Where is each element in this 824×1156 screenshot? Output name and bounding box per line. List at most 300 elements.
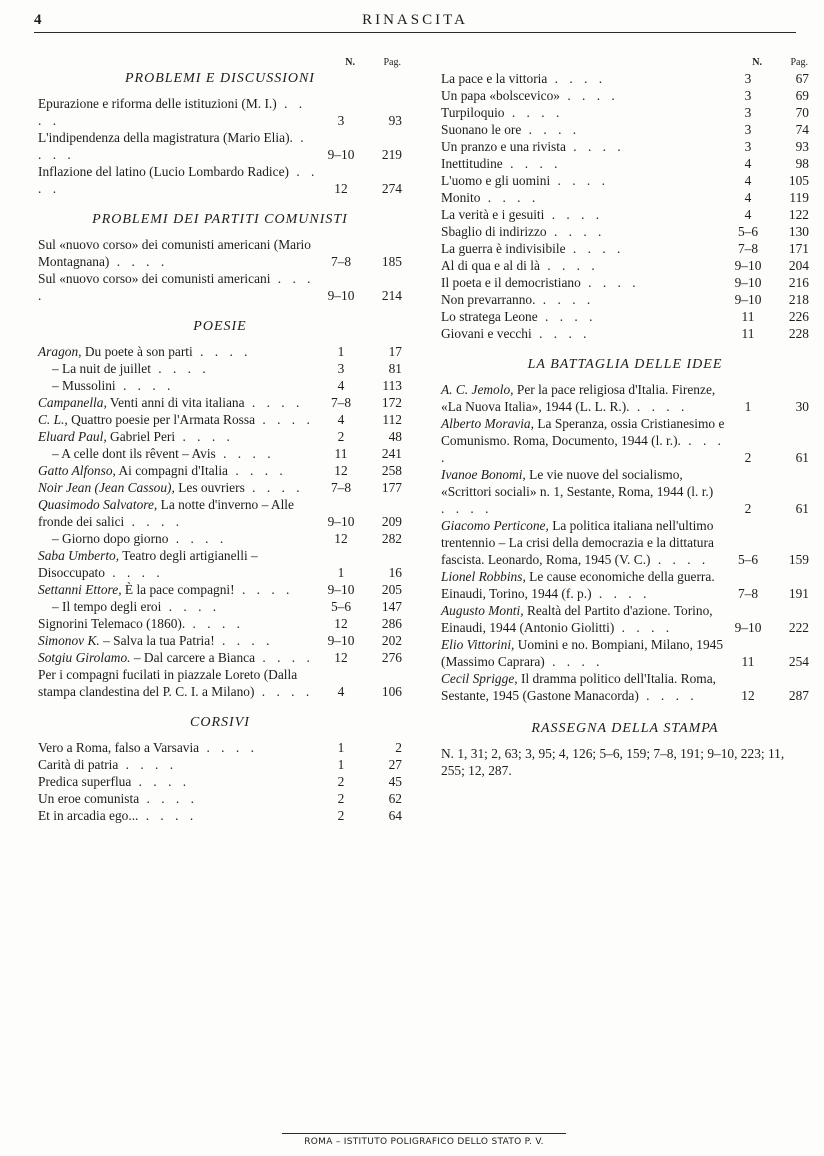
- entry-text: [441, 70, 727, 87]
- page-number-ref: 185: [381, 254, 402, 269]
- issue-number: 3: [744, 139, 752, 154]
- entry-text: [441, 240, 727, 257]
- issue-number: 3: [337, 361, 345, 376]
- page-number-ref: 119: [789, 190, 809, 205]
- toc-entry: [441, 415, 809, 466]
- entry-text: [441, 308, 727, 325]
- entry-text: [441, 381, 727, 415]
- issue-number: 2: [744, 501, 752, 516]
- entry-text: [441, 602, 727, 636]
- toc-entry: [441, 240, 809, 257]
- leader-dots: . . . .: [185, 616, 244, 631]
- toc-entry: [441, 104, 809, 121]
- entry-title: Al di qua e al di là: [441, 258, 540, 273]
- issue-number: 4: [337, 684, 345, 699]
- page-number-ref: 209: [381, 514, 402, 529]
- entry-title: Un papa «bolscevico»: [441, 88, 560, 103]
- issue-number: 12: [334, 650, 348, 665]
- leader-dots: . . . .: [565, 241, 625, 256]
- toc-entry: [441, 121, 809, 138]
- page-number-ref: 177: [381, 480, 402, 495]
- issue-number: 4: [744, 156, 752, 171]
- entry-author: Campanella,: [38, 395, 107, 410]
- entry-author: Quasimodo Salvatore,: [38, 497, 158, 512]
- page-number-ref: 226: [788, 309, 809, 324]
- entry-text: [441, 274, 727, 291]
- toc-entry: [38, 649, 402, 666]
- leader-dots: . . . .: [544, 207, 604, 222]
- toc-entry: [441, 517, 809, 568]
- issue-number: 12: [334, 616, 348, 631]
- page-number-ref: 93: [388, 113, 402, 128]
- issue-number: 2: [337, 429, 345, 444]
- entry-text: [38, 462, 320, 479]
- section-title: PROBLEMI E DISCUSSIONI: [125, 71, 315, 86]
- page-number-ref: 81: [388, 361, 402, 376]
- toc-entry: [441, 381, 809, 415]
- header-rule: [34, 32, 796, 33]
- leader-dots: . . . .: [560, 88, 619, 103]
- entry-title: Teatro degli artigianelli – Disoccupato: [38, 548, 258, 580]
- page-number-ref: 64: [388, 808, 402, 823]
- footer-rule: [282, 1133, 566, 1134]
- entry-title: Quattro poesie per l'Armata Rossa: [71, 412, 256, 427]
- section-title: CORSIVI: [190, 715, 250, 730]
- page-number-ref: 216: [788, 275, 809, 290]
- leader-dots: . . . .: [38, 164, 319, 196]
- leader-dots: . . . .: [650, 552, 710, 567]
- entry-title: Non prevarranno.: [441, 292, 536, 307]
- entry-author: Augusto Monti,: [441, 603, 524, 618]
- page-number-ref: 222: [788, 620, 809, 635]
- entry-text: [52, 598, 320, 615]
- issue-number: 1: [337, 344, 345, 359]
- entry-title: La notte d'inverno – Alle fronde dei salici: [38, 497, 294, 529]
- issue-number: 1: [337, 740, 345, 755]
- toc-entry: [441, 70, 809, 87]
- column-header: [441, 54, 809, 70]
- entry-author: Aragon,: [38, 344, 82, 359]
- entry-title: Monito: [441, 190, 481, 205]
- page-number-ref: 258: [381, 463, 402, 478]
- leader-dots: . . . .: [535, 292, 595, 307]
- entry-title: Sul «nuovo corso» dei comunisti americani (Mario Montagnana): [38, 237, 311, 269]
- entry-text: [38, 270, 320, 304]
- toc-entry: [441, 172, 809, 189]
- entry-text: [441, 189, 727, 206]
- entry-title: – Salva la tua Patria!: [103, 633, 215, 648]
- leader-dots: . . . .: [565, 139, 625, 154]
- toc-entry: [441, 87, 809, 104]
- leader-dots: . . . .: [199, 740, 258, 755]
- page-header-label: Pag.: [383, 57, 401, 68]
- leader-dots: . . . .: [244, 395, 304, 410]
- entry-author: Elio Vittorini,: [441, 637, 515, 652]
- page-header: [34, 12, 796, 32]
- issue-number: 5–6: [737, 552, 759, 567]
- entry-title: Inettitudine: [441, 156, 503, 171]
- page-number-ref: 218: [788, 292, 809, 307]
- toc-entry: [38, 95, 402, 129]
- issue-number: 3: [744, 88, 752, 103]
- leader-dots: . . . .: [38, 271, 315, 303]
- entry-title: La guerra è indivisibile: [441, 241, 566, 256]
- entry-text: [38, 95, 320, 129]
- journal-title: RINASCITA: [362, 12, 468, 28]
- number-header: N.: [345, 57, 355, 68]
- entry-text: [441, 415, 727, 466]
- page-number-ref: 254: [788, 654, 809, 669]
- issue-number: 2: [337, 808, 345, 823]
- toc-entry: [441, 602, 809, 636]
- entry-title: Les ouvriers: [178, 480, 245, 495]
- page-number-ref: 191: [788, 586, 809, 601]
- toc-entry: [441, 636, 809, 670]
- toc-entry: [38, 807, 402, 824]
- entry-title: L'uomo e gli uomini: [441, 173, 551, 188]
- page-number-ref: 276: [381, 650, 402, 665]
- page-number: 4: [34, 12, 42, 28]
- toc-entry: [38, 270, 402, 304]
- entry-text: [38, 756, 320, 773]
- entry-title: Gabriel Peri: [110, 429, 176, 444]
- issue-number: 5–6: [330, 599, 352, 614]
- toc-entry: [38, 479, 402, 496]
- entry-author: Lionel Robbins,: [441, 569, 526, 584]
- section-title: PROBLEMI DEI PARTITI COMUNISTI: [92, 212, 348, 227]
- issue-number: 3: [744, 105, 752, 120]
- leader-dots: . . . .: [504, 105, 564, 120]
- toc-entry: [38, 462, 402, 479]
- toc-entry: [38, 773, 402, 790]
- entry-text: [38, 615, 320, 632]
- entry-text: [52, 445, 320, 462]
- page-number-ref: 282: [381, 531, 402, 546]
- page-number-ref: 48: [388, 429, 402, 444]
- entry-title: Le cause economiche della guerra. Einaudi, Torino, 1944 (f. p.): [441, 569, 715, 601]
- page-number-ref: 205: [381, 582, 402, 597]
- leader-dots: . . . .: [244, 480, 304, 495]
- entry-author: Giacomo Perticone,: [441, 518, 549, 533]
- entry-title: Turpiloquio: [441, 105, 505, 120]
- leader-dots: . . . .: [614, 620, 674, 635]
- leader-dots: . . . .: [537, 309, 597, 324]
- issue-number: 9–10: [734, 292, 762, 307]
- entry-text: [441, 121, 727, 138]
- leader-dots: . . . .: [109, 254, 169, 269]
- entry-text: [38, 163, 320, 197]
- entry-text: [52, 360, 320, 377]
- leader-dots: . . . .: [441, 501, 493, 516]
- entry-text: [441, 568, 727, 602]
- issue-number: 7–8: [737, 241, 759, 256]
- entry-title: Per i compagni fucilati in piazzale Loreto (Dalla stampa clandestina del P. C. I. a Milano): [38, 667, 298, 699]
- toc-entry: [38, 547, 402, 581]
- toc-entry: [441, 189, 809, 206]
- page-number-ref: 228: [788, 326, 809, 341]
- page-number-ref: 67: [795, 71, 809, 86]
- leader-dots: . . . .: [118, 757, 178, 772]
- toc-entry: [38, 394, 402, 411]
- entry-text: [441, 87, 727, 104]
- issue-number: 4: [337, 378, 345, 393]
- page-number-ref: 286: [381, 616, 402, 631]
- entry-title: Vero a Roma, falso a Varsavia: [38, 740, 200, 755]
- entry-author: Noir Jean (Jean Cassou),: [38, 480, 175, 495]
- leader-dots: . . . .: [521, 122, 581, 137]
- entry-text: [38, 394, 320, 411]
- page-number-ref: 274: [381, 181, 402, 196]
- page-number-ref: 69: [795, 88, 809, 103]
- left-column: [38, 54, 402, 824]
- entry-title: Signorini Telemaco (1860).: [38, 616, 186, 631]
- entry-text: [441, 138, 727, 155]
- entry-text: [441, 206, 727, 223]
- section-title: LA BATTAGLIA DELLE IDEE: [527, 357, 723, 372]
- issue-number: 9–10: [327, 288, 355, 303]
- section-title: RASSEGNA DELLA STAMPA: [531, 721, 719, 736]
- toc-entry: [38, 615, 402, 632]
- leader-dots: . . . .: [131, 774, 191, 789]
- issue-number: 2: [744, 450, 752, 465]
- entry-text: [38, 773, 320, 790]
- issue-number: 12: [334, 181, 348, 196]
- issue-number: 1: [337, 565, 345, 580]
- leader-dots: . . . .: [138, 808, 198, 823]
- section-title: POESIE: [193, 319, 247, 334]
- leader-dots: . . . .: [547, 71, 607, 86]
- entry-author: Ivanoe Bonomi,: [441, 467, 526, 482]
- leader-dots: . . . .: [139, 791, 198, 806]
- entry-title: – Dal carcere a Bianca: [133, 650, 256, 665]
- toc-entry: [38, 581, 402, 598]
- page-number-ref: 171: [788, 241, 809, 256]
- entry-title: La verità e i gesuiti: [441, 207, 545, 222]
- entry-text: [441, 636, 727, 670]
- entry-title: Suonano le ore: [441, 122, 522, 137]
- entry-title: Le vie nuove del socialismo, «Scrittori sociali» n. 1, Sestante, Roma, 1944 (l. r.): [441, 467, 714, 499]
- leader-dots: . . . .: [124, 514, 184, 529]
- leader-dots: . . . .: [550, 173, 609, 188]
- toc-entry: [441, 308, 809, 325]
- entry-title: Inflazione del latino (Lucio Lombardo Radice): [38, 164, 289, 179]
- issue-number: 2: [337, 774, 345, 789]
- toc-entry: [38, 666, 402, 700]
- page-number-ref: 105: [788, 173, 809, 188]
- entry-text: [38, 343, 320, 360]
- page-number-ref: 61: [795, 501, 809, 516]
- leader-dots: . . . .: [629, 399, 689, 414]
- leader-dots: . . . .: [214, 633, 274, 648]
- issue-number: 12: [741, 688, 755, 703]
- leader-dots: . . . .: [546, 224, 606, 239]
- page-number-ref: 287: [788, 688, 809, 703]
- entry-title: Giovani e vecchi: [441, 326, 532, 341]
- issue-number: 4: [337, 412, 345, 427]
- issue-number: 4: [744, 207, 752, 222]
- entry-text: [38, 739, 320, 756]
- toc-section: [38, 318, 402, 700]
- entry-title: Venti anni di vita italiana: [109, 395, 245, 410]
- toc-entry: [441, 568, 809, 602]
- entry-title: Carità di patria: [38, 757, 119, 772]
- toc-entry: [441, 138, 809, 155]
- entry-text: [441, 172, 727, 189]
- entry-title: Per la pace religiosa d'Italia. Firenze, «La Nuova Italia», 1944 (L. L. R.).: [441, 382, 716, 414]
- leader-dots: . . . .: [228, 463, 287, 478]
- entry-title: – A celle dont ils rêvent – Avis: [52, 446, 216, 461]
- leader-dots: . . . .: [192, 344, 252, 359]
- page-number-ref: 106: [381, 684, 402, 699]
- toc-entry: [38, 756, 402, 773]
- toc-entry: [38, 790, 402, 807]
- issue-number: 11: [741, 309, 755, 324]
- entry-text: [38, 547, 320, 581]
- issue-number: 9–10: [327, 582, 355, 597]
- page-number-ref: 172: [381, 395, 402, 410]
- toc-section: [441, 70, 809, 342]
- issue-number: 7–8: [330, 480, 352, 495]
- toc-entry: [441, 466, 809, 517]
- leader-dots: . . . .: [38, 96, 307, 128]
- entry-text: [38, 479, 320, 496]
- toc-entry: [38, 360, 402, 377]
- entry-text: [441, 466, 727, 517]
- entry-text: [38, 236, 320, 270]
- leader-dots: . . . .: [638, 688, 698, 703]
- entry-title: Sul «nuovo corso» dei comunisti americani: [38, 271, 271, 286]
- page-number-ref: 219: [381, 147, 402, 162]
- page-number-ref: 214: [381, 288, 402, 303]
- entry-title: – Il tempo degli eroi: [52, 599, 162, 614]
- entry-text: [38, 649, 320, 666]
- printer-imprint: ROMA – ISTITUTO POLIGRAFICO DELLO STATO P. V.: [304, 1137, 544, 1147]
- issue-number: 1: [337, 757, 345, 772]
- entry-title: La Speranza, ossia Cristianesimo e Comunismo. Roma, Documento, 1944 (l. r.).: [441, 416, 725, 448]
- toc-entry: [38, 428, 402, 445]
- page-number-ref: 70: [795, 105, 809, 120]
- right-column: [441, 54, 809, 779]
- page-number-ref: 98: [795, 156, 809, 171]
- issue-number: 4: [744, 173, 752, 188]
- entry-text: [38, 666, 320, 700]
- toc-entry: [38, 739, 402, 756]
- entry-text: [441, 291, 727, 308]
- toc-entry: [38, 129, 402, 163]
- toc-section: [441, 356, 809, 704]
- page-number-ref: 93: [795, 139, 809, 154]
- entry-text: [441, 517, 727, 568]
- entry-author: Saba Umberto,: [38, 548, 120, 563]
- entry-text: [441, 155, 727, 172]
- leader-dots: . . . .: [168, 531, 228, 546]
- entry-author: A. C. Jemolo,: [441, 382, 514, 397]
- entry-title: – Giorno dopo giorno: [52, 531, 169, 546]
- entry-title: Il dramma politico dell'Italia. Roma, Sestante, 1945 (Gastone Manacorda): [441, 671, 717, 703]
- toc-entry: [38, 445, 402, 462]
- entry-author: C. L.,: [38, 412, 68, 427]
- leader-dots: . . . .: [255, 412, 314, 427]
- page-number-ref: 74: [795, 122, 809, 137]
- leader-dots: . . . .: [544, 654, 604, 669]
- page-number-ref: 202: [381, 633, 402, 648]
- entry-text: [441, 257, 727, 274]
- entry-text: [441, 325, 727, 342]
- page-number-ref: 45: [388, 774, 402, 789]
- toc-entry: [441, 291, 809, 308]
- issue-number: 7–8: [737, 586, 759, 601]
- issue-number: 2: [337, 791, 345, 806]
- leader-dots: . . . .: [161, 599, 221, 614]
- entry-title: Un pranzo e una rivista: [441, 139, 566, 154]
- issue-number: 9–10: [734, 258, 762, 273]
- issue-number: 7–8: [330, 395, 352, 410]
- toc-section: [441, 720, 809, 779]
- entry-title: Un eroe comunista: [38, 791, 140, 806]
- entry-author: Gatto Alfonso,: [38, 463, 116, 478]
- entry-title: La pace e la vittoria: [441, 71, 548, 86]
- entry-author: Alberto Moravia,: [441, 416, 534, 431]
- entry-text: [441, 223, 727, 240]
- issue-number: 9–10: [734, 275, 762, 290]
- leader-dots: . . . .: [234, 582, 294, 597]
- entry-title: Il poeta e il democristiano: [441, 275, 581, 290]
- entry-title: Predica superflua: [38, 774, 132, 789]
- column-header: [38, 54, 402, 70]
- entry-author: Eluard Paul,: [38, 429, 107, 444]
- toc-entry: [38, 530, 402, 547]
- issue-number: 9–10: [327, 514, 355, 529]
- issue-number: 5–6: [737, 224, 759, 239]
- leader-dots: . . . .: [115, 378, 175, 393]
- toc-entry: [441, 670, 809, 704]
- toc-entry: [441, 155, 809, 172]
- page-number-ref: 30: [795, 399, 809, 414]
- toc-entry: [38, 236, 402, 270]
- leader-dots: . . . .: [531, 326, 591, 341]
- issue-number: 3: [744, 71, 752, 86]
- issue-number: 12: [334, 531, 348, 546]
- entry-text: [38, 790, 320, 807]
- entry-text: [38, 411, 320, 428]
- leader-dots: . . . .: [591, 586, 651, 601]
- page-number-ref: 122: [788, 207, 809, 222]
- number-header: N.: [752, 57, 762, 68]
- leader-dots: . . . .: [104, 565, 164, 580]
- entry-text: [38, 129, 320, 163]
- page-number-ref: 159: [788, 552, 809, 567]
- toc-entry: [441, 325, 809, 342]
- entry-title: La politica italiana nell'ultimo trentennio – La crisi della democrazia e la dittatura fascista. Leonardo, Roma, 1945 (V. C.): [441, 518, 714, 567]
- entry-title: Et in arcadia ego...: [38, 808, 139, 823]
- issue-number: 11: [741, 326, 755, 341]
- page-number-ref: 61: [795, 450, 809, 465]
- page-number-ref: 113: [382, 378, 402, 393]
- entry-text: [38, 496, 320, 530]
- page-number-ref: 130: [788, 224, 809, 239]
- leader-dots: . . . .: [580, 275, 640, 290]
- issue-number: 4: [744, 190, 752, 205]
- entry-text: [38, 428, 320, 445]
- toc-entry: [38, 343, 402, 360]
- issue-number: 1: [744, 399, 752, 414]
- leader-dots: . . . .: [254, 684, 314, 699]
- toc-section: [38, 211, 402, 304]
- entry-title: Du poete à son parti: [84, 344, 193, 359]
- entry-title: Uomini e no. Bompiani, Milano, 1945 (Massimo Caprara): [441, 637, 724, 669]
- entry-title: Epurazione e riforma delle istituzioni (M. I.): [38, 96, 277, 111]
- entry-text: [38, 581, 320, 598]
